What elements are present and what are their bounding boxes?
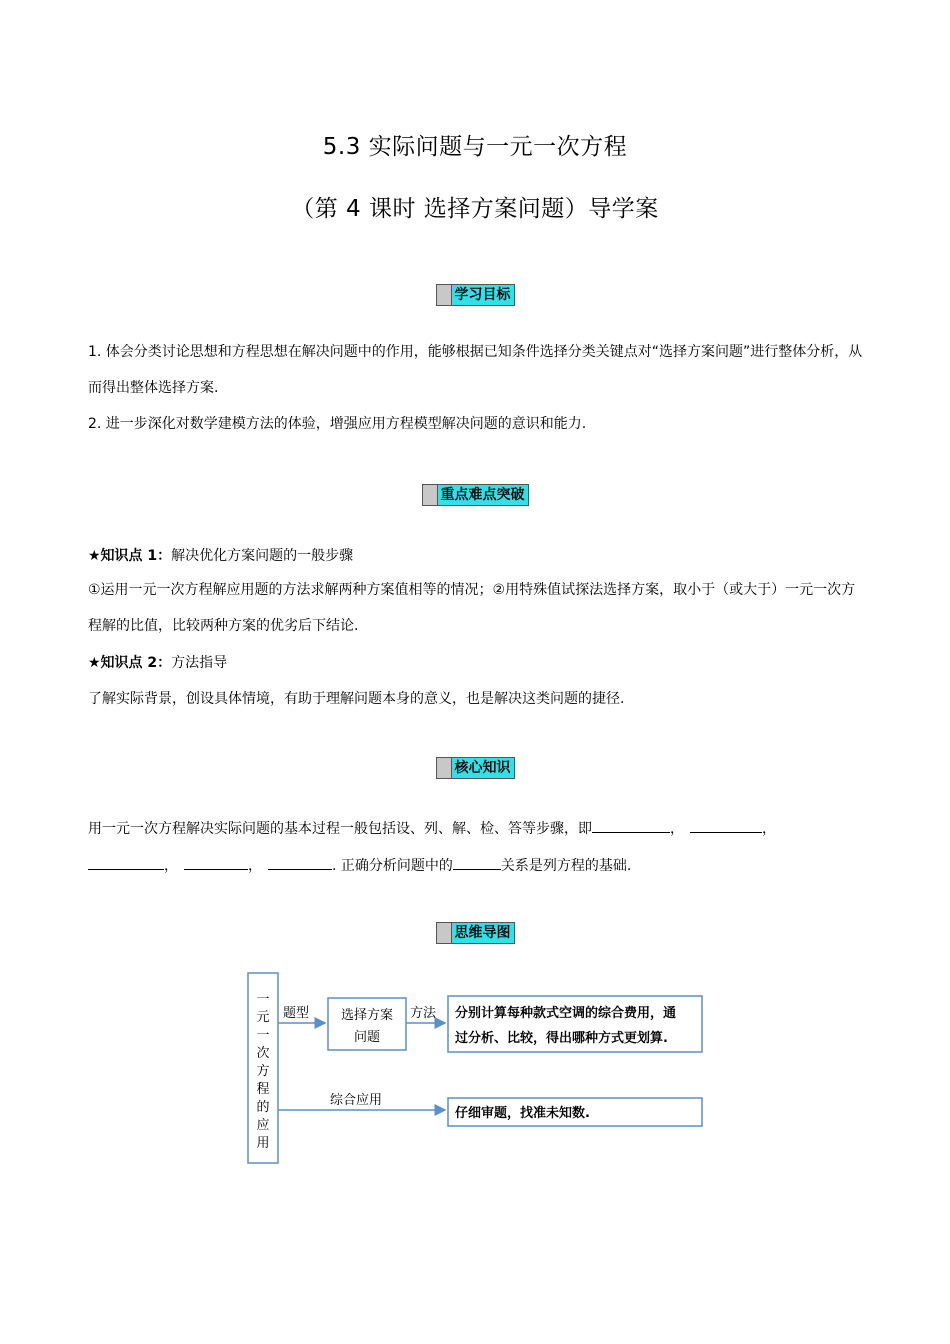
branch-label-application: 综合应用 [330, 1093, 383, 1108]
kp1-title: ★知识点 1： [88, 548, 172, 564]
root-char-3: 一 [256, 1028, 270, 1043]
section-label-goals-text: 学习目标 [452, 285, 514, 305]
root-char-5: 方 [256, 1064, 270, 1079]
node-method-line2: 过分析、比较，得出哪种方式更划算. [455, 1031, 668, 1046]
page-subtitle: （第 4 课时 选择方案问题）导学案 [291, 196, 659, 222]
root-char-9: 用 [256, 1136, 270, 1151]
core-sep-2: ， [762, 821, 776, 837]
root-char-4: 次 [256, 1046, 270, 1061]
kp1-name: 解决优化方案问题的一般步骤 [171, 548, 354, 564]
node-method-line1: 分别计算每种款式空调的综合费用，通 [455, 1006, 677, 1021]
core-line-2-mid: . 正确分析问题中的 [332, 858, 453, 874]
core-sep-3: ， [164, 858, 178, 874]
branch-label-type: 题型 [283, 1006, 310, 1021]
kp2-name: 方法指导 [171, 655, 228, 671]
section-label-core-text: 核心知识 [452, 758, 514, 778]
node-select-plan-line2: 问题 [353, 1030, 381, 1045]
core-line-1-text: 用一元一次方程解决实际问题的基本过程一般包括设、列、解、检、答等步骤，即 [88, 821, 592, 837]
root-char-1: 一 [256, 992, 270, 1007]
goal-item-2: 2. 进一步深化对数学建模方法的体验，增强应用方程模型解决问题的意识和能力. [88, 416, 587, 432]
section-label-key-text: 重点难点突破 [438, 485, 528, 505]
kp2-body: 了解实际背景，创设具体情境，有助于理解问题本身的意义，也是解决这类问题的捷径. [88, 691, 625, 707]
root-char-2: 元 [256, 1010, 270, 1025]
page-title: 5.3 实际问题与一元一次方程 [322, 134, 628, 160]
root-char-6: 程 [256, 1082, 270, 1097]
root-label [256, 992, 269, 1151]
root-char-8: 应 [256, 1118, 270, 1133]
branch-label-method: 方法 [410, 1006, 437, 1021]
goal-item-1: 1. 体会分类讨论思想和方程思想在解决问题中的作用，能够根据已知条件选择分类关键点对“选择方案问题”进行整体分析，从而得出整体选择方案. [88, 344, 863, 396]
core-sep-1: ， [670, 821, 684, 837]
section-label-mindmap-text: 思维导图 [452, 923, 514, 943]
root-char-7: 的 [256, 1100, 270, 1115]
node-application-text: 仔细审题，找准未知数. [455, 1106, 590, 1121]
core-sep-4: ， [248, 858, 262, 874]
core-line-2-end: 关系是列方程的基础. [500, 858, 632, 874]
kp2-title: ★知识点 2： [88, 655, 172, 671]
node-select-plan-line1: 选择方案 [340, 1008, 394, 1023]
kp1-body: ①运用一元一次方程解应用题的方法求解两种方案值相等的情况；②用特殊值试探法选择方案，取小于（或大于）一元一次方程解的比值，比较两种方案的优劣后下结论. [88, 582, 856, 634]
